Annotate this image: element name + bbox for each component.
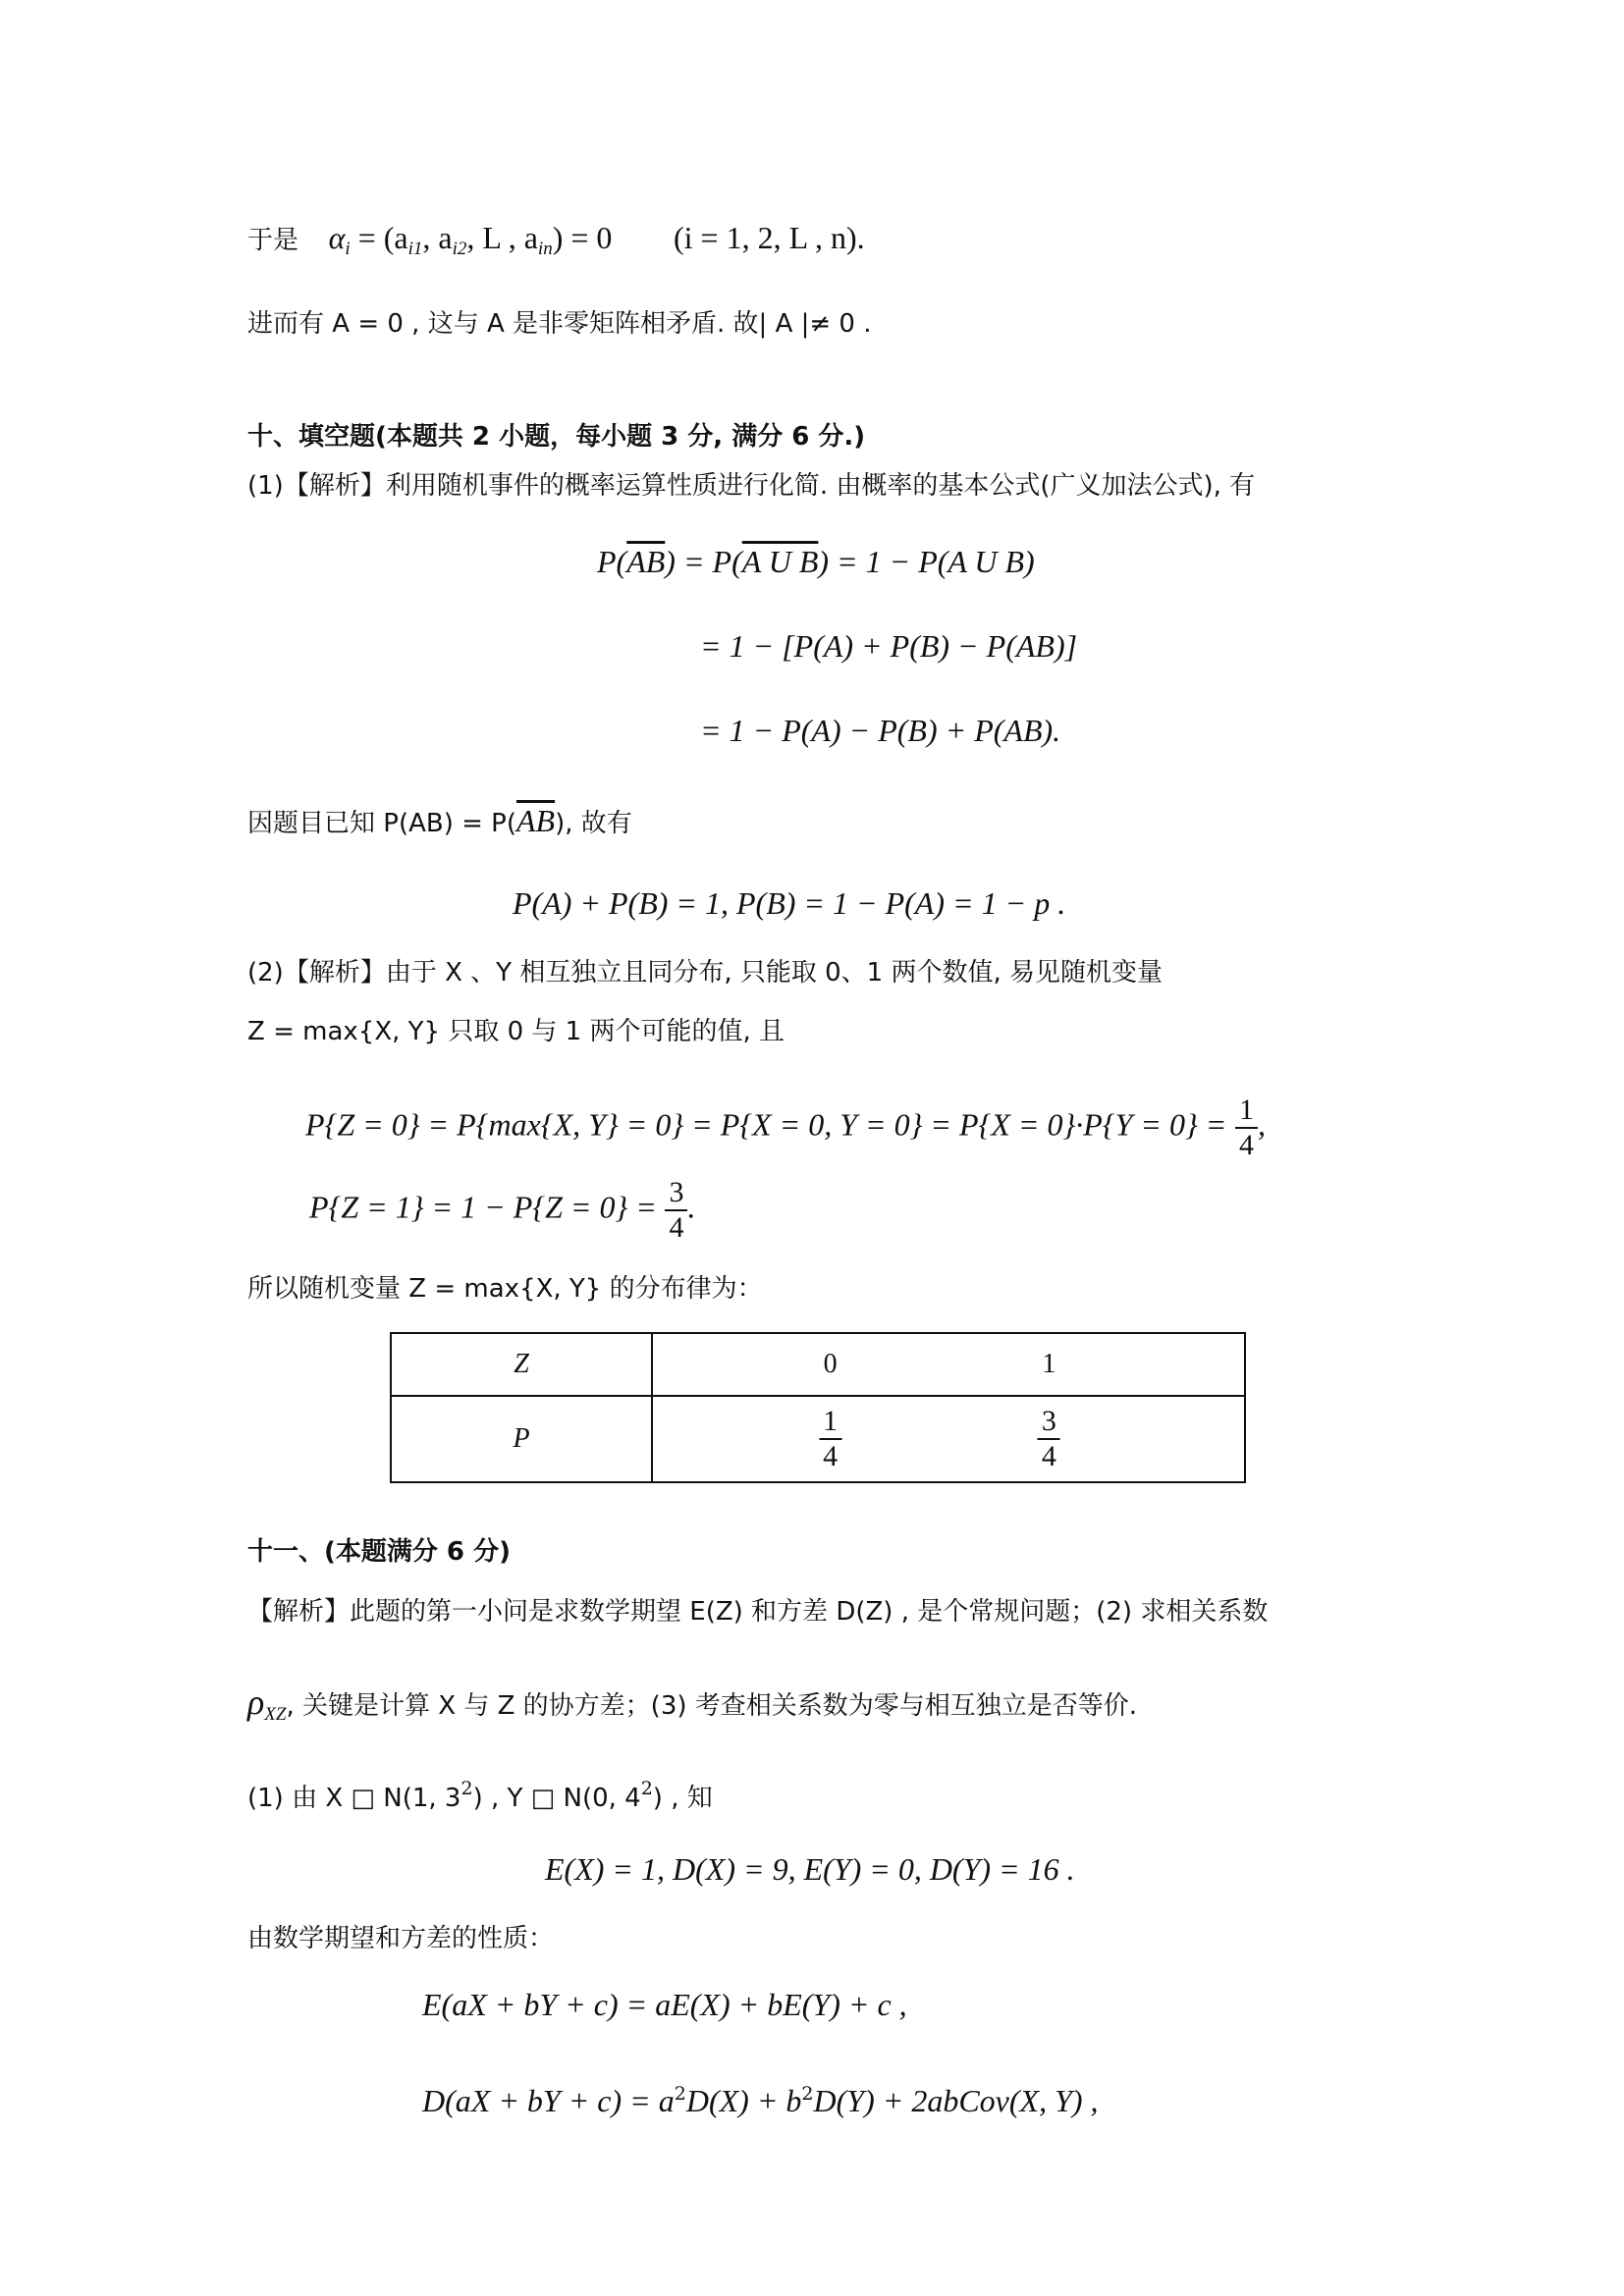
math-part: P( [597,544,627,579]
math-part: P{Z = 0} = P{max{X, Y} = 0} = P{X = 0, Y = 0} = P{X = 0}·P{Y = 0} = [305,1106,1227,1143]
paragraph-rho [247,1684,1137,1733]
math-sup: 2 [640,1778,653,1799]
math-part: , a [422,220,453,255]
frac-den: 4 [1041,1440,1056,1472]
fraction-one-quarter [1235,1094,1258,1162]
table-value: 1 [1042,1349,1056,1379]
frac-den: 4 [669,1211,684,1244]
paragraph-z-values: Z = max{X, Y} 只取 0 与 1 两个可能的值, 且 [247,1017,785,1046]
text-part: (1) 由 X □ N(1, 3 [247,1784,461,1813]
distribution-table [390,1332,1246,1483]
math-sub: XZ [264,1704,287,1725]
math-part: , L , a [466,220,538,255]
frac-num: 1 [819,1405,841,1440]
text-yushi: 于是 [247,226,299,255]
paragraph-given [247,803,632,841]
text-part: 因题目已知 P(AB) = P( [247,809,516,838]
frac-num: 1 [1235,1094,1258,1129]
math-part: ) = P( [665,544,742,579]
paragraph-analysis-3: 【解析】此题的第一小问是求数学期望 E(Z) 和方差 D(Z) , 是个常规问题；(2) 求相关系数 [247,1597,1269,1627]
equation-7: E(X) = 1, D(X) = 9, E(Y) = 0, D(Y) = 16 . [545,1851,1075,1887]
table-fraction [819,1405,841,1473]
table-cell-label: Z [391,1333,652,1396]
equation-8: E(aX + bY + c) = aE(X) + bE(Y) + c , [422,1987,907,2022]
equation-5 [305,1094,1266,1162]
math-sub: in [537,239,553,259]
equation-1 [597,544,1035,582]
math-part: , [1257,1106,1266,1143]
math-part: . [687,1189,696,1225]
math-sub: i2 [452,239,467,259]
fraction-three-quarters [665,1176,687,1245]
table-cell-values [652,1333,1245,1396]
paragraph-normal-dist [247,1771,713,1816]
text-part: , 关键是计算 X 与 Z 的协方差；(3) 考查相关系数为零与相互独立是否等价. [286,1691,1138,1721]
table-row [391,1333,1245,1396]
paragraph-distribution: 所以随机变量 Z = max{X, Y} 的分布律为： [247,1274,763,1304]
math-sub: i [345,239,351,259]
line-contradiction: 进而有 A = 0 , 这与 A 是非零矩阵相矛盾. 故| A |≠ 0 . [247,309,872,339]
math-part: D(Y) + 2abCov(X, Y) , [813,2083,1099,2118]
paragraph-properties: 由数学期望和方差的性质： [247,1924,555,1953]
math-part: D(X) + b [685,2083,802,2118]
math-part: D(aX + bY + c) = a [422,2083,675,2118]
text-part: ) , Y □ N(0, 4 [472,1784,641,1813]
math-part: = (a [350,220,408,255]
line-alpha-row [247,220,865,267]
math-rho: ρ [247,1682,265,1722]
frac-den: 4 [823,1440,839,1472]
math-sup: 2 [674,2083,686,2105]
math-part: ) = 0 [552,220,613,255]
equation-2: = 1 − [P(A) + P(B) − P(AB)] [700,628,1078,664]
heading-section-11: 十一、(本题满分 6 分) [247,1537,511,1567]
equation-9 [422,2076,1099,2121]
text-part: ) , 知 [652,1784,713,1813]
table-fraction [1038,1405,1060,1473]
paragraph-analysis-2: (2)【解析】由于 X 、Y 相互独立且同分布, 只能取 0、1 两个数值, 易见随机变量 [247,958,1163,988]
frac-num: 3 [1038,1405,1060,1440]
table-cell-label: P [391,1396,652,1482]
paragraph-analysis-1: (1)【解析】利用随机事件的概率运算性质进行化简. 由概率的基本公式(广义加法公式), 有 [247,471,1256,501]
math-range: (i = 1, 2, L , n). [674,220,865,255]
frac-num: 3 [665,1176,687,1211]
math-sub: i1 [407,239,423,259]
heading-section-10: 十、填空题(本题共 2 小题，每小题 3 分, 满分 6 分.) [247,422,866,452]
math-overline: A U B [741,544,819,579]
math-part: ) = 1 − P(A U B) [818,544,1035,579]
table-cell-values [652,1396,1245,1482]
text-part: ), 故有 [555,809,632,838]
math-overline: $\overline{AB}$ [626,544,666,579]
equation-3: = 1 − P(A) − P(B) + P(AB). [700,713,1061,748]
math-alpha: α [328,220,346,255]
equation-4: P(A) + P(B) = 1, P(B) = 1 − P(A) = 1 − p . [513,885,1066,921]
table-value: 0 [823,1349,838,1379]
math-sup: 2 [460,1778,473,1799]
frac-den: 4 [1238,1129,1254,1161]
equation-6 [309,1176,695,1245]
math-overline: $\overline{AB}$ [516,803,556,838]
math-sup: 2 [801,2083,814,2105]
math-part: P{Z = 1} = 1 − P{Z = 0} = [309,1189,657,1225]
table-row [391,1396,1245,1482]
